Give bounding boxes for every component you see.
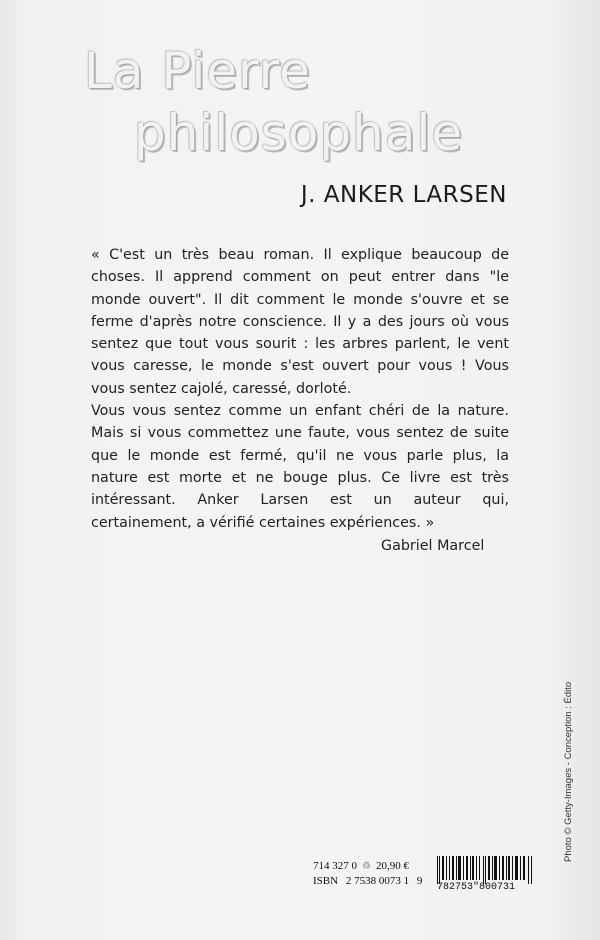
quote-paragraph-1: « C'est un très beau roman. Il explique beaucoup de choses. Il apprend comment on peut entrer dans "le monde ouvert". Il dit comment le monde s'ouvre et se ferme d'après notre conscience. Il y a des jours où vous sentez que tout vous sourit : les arbres parlent, le vent vous caresse, le monde s'est ouvert pour vous ! Vous vous sentez cajolé, caressé, dorloté.	[91, 247, 509, 397]
quote-author: Gabriel Marcel	[381, 538, 485, 554]
barcode-icon	[437, 856, 533, 884]
book-title-line2: philosophale	[134, 104, 464, 162]
barcode-digits: 782753"800731	[437, 882, 516, 893]
isbn-row	[313, 874, 427, 888]
isbn-label: ISBN	[313, 875, 339, 887]
book-author: J. ANKER LARSEN	[300, 182, 507, 208]
price-row	[313, 859, 427, 874]
price: 20,90 €	[375, 860, 409, 872]
reference-number: 714 327 0	[313, 860, 357, 872]
book-codes	[313, 859, 427, 888]
barcode	[437, 856, 533, 884]
book-title	[84, 40, 504, 164]
quote-paragraph-2: Vous vous sentez comme un enfant chéri de la nature. Mais si vous commettez une faute, vous sentez de suite que le monde est fermé, qu'il ne vous parle plus, la nature est morte et ne bouge plus. Ce livre est très intéressant. Anker Larsen est un auteur qui, certainement, a vérifié certaines expériences. »	[91, 403, 509, 531]
recycle-icon: ♲	[362, 861, 371, 872]
isbn-value: 2 7538 0073 1	[345, 875, 410, 887]
isbn-check-digit: 9	[416, 875, 423, 887]
book-title-line1: La Pierre	[84, 42, 311, 100]
quote-block	[91, 244, 509, 534]
photo-credits: Photo © Getty-Images - Conception : Édito	[563, 681, 574, 862]
